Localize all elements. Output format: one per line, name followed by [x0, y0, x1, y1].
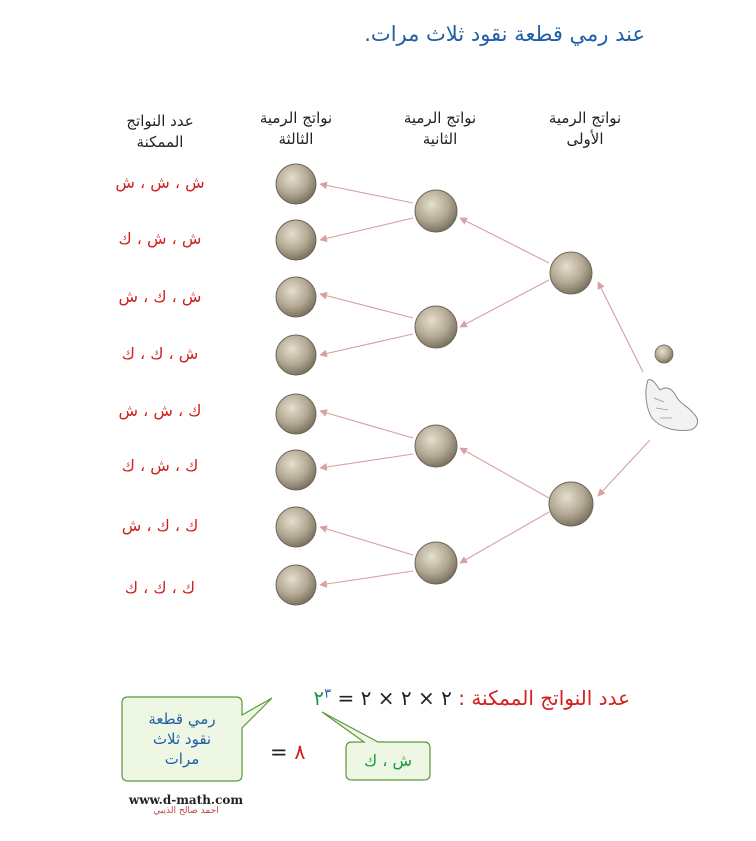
hand-icon	[646, 380, 698, 431]
formula-product: ٢ × ٢ × ٢ =	[337, 686, 452, 710]
outcome-row: ش ، ك ، ك	[121, 344, 199, 363]
callout-throw-line1: رمي قطعة	[148, 710, 216, 728]
formula-result: ٨	[294, 740, 306, 764]
arrow-s3-t5	[320, 411, 413, 438]
coin-icon	[415, 306, 457, 348]
coins-third-toss	[276, 164, 316, 605]
coin-icon	[549, 482, 593, 526]
arrow-first2-to-second4	[460, 512, 549, 563]
heading-third-line1: نواتج الرمية	[259, 109, 333, 127]
coin-icon	[276, 277, 316, 317]
coin-icon	[276, 335, 316, 375]
outcome-row: ك ، ش ، ش	[118, 401, 202, 420]
formula-exponent: ٣	[324, 686, 332, 702]
arrow-first2-to-second3	[460, 448, 549, 498]
result-equals: =	[270, 740, 288, 764]
callout-faces-text: ش ، ك	[363, 751, 413, 770]
arrow-s3-t6	[320, 454, 413, 468]
coin-icon	[276, 450, 316, 490]
hand-toss-icon	[646, 345, 698, 431]
formula-line	[260, 686, 630, 710]
coins-second-toss	[415, 190, 457, 584]
arrow-s1-t1	[320, 184, 413, 203]
outcome-row: ش ، ك ، ش	[118, 287, 202, 306]
author-credit: احمد صالح الذيبي	[153, 806, 219, 816]
heading-count-line2: الممكنة	[136, 133, 184, 151]
heading-third-line2: الثالثة	[278, 130, 314, 148]
formula-base: ٢	[313, 686, 325, 710]
outcome-row: ك ، ك ، ش	[121, 516, 199, 535]
coin-icon	[276, 394, 316, 434]
heading-count-line1: عدد النواتج	[126, 112, 194, 130]
heading-second-line1: نواتج الرمية	[403, 109, 477, 127]
heading-first-line2: الأولى	[566, 130, 604, 148]
coin-icon	[276, 507, 316, 547]
callout-throw-text	[124, 709, 240, 769]
coin-icon	[415, 190, 457, 232]
outcome-row: ك ، ش ، ك	[121, 456, 199, 475]
callout-throw-line2: نقود ثلاث	[152, 730, 212, 748]
tossed-coin-icon	[655, 345, 673, 363]
site-watermark: www.d-math.com	[128, 793, 244, 807]
outcome-row: ش ، ش ، ك	[118, 229, 202, 248]
coin-icon	[276, 565, 316, 605]
coin-icon	[415, 425, 457, 467]
arrow-s2-t4	[320, 334, 413, 355]
page-title: عند رمي قطعة نقود ثلاث مرات.	[364, 22, 645, 46]
arrow-s4-t8	[320, 571, 413, 585]
coin-icon	[550, 252, 592, 294]
coin-icon	[276, 220, 316, 260]
arrow-hand-to-first-bottom	[598, 440, 650, 496]
arrow-first1-to-second1	[460, 218, 549, 263]
coin-icon	[276, 164, 316, 204]
outcome-row: ش ، ش ، ش	[115, 173, 205, 192]
arrow-s2-t3	[320, 294, 413, 318]
heading-second-line2: الثانية	[422, 130, 458, 148]
coin-icon	[415, 542, 457, 584]
heading-first-line1: نواتج الرمية	[548, 109, 622, 127]
callout-throw-line3: مرات	[164, 750, 200, 768]
arrow-first1-to-second2	[460, 280, 549, 327]
result-line	[270, 740, 306, 764]
coins-first-toss	[549, 252, 593, 526]
arrow-s4-t7	[320, 527, 413, 555]
formula-label: عدد النواتج الممكنة :	[458, 686, 630, 710]
outcome-row: ك ، ك ، ك	[124, 578, 196, 597]
branch-arrows	[320, 184, 650, 585]
arrow-hand-to-first-top	[598, 282, 643, 372]
arrow-s1-t2	[320, 218, 413, 240]
